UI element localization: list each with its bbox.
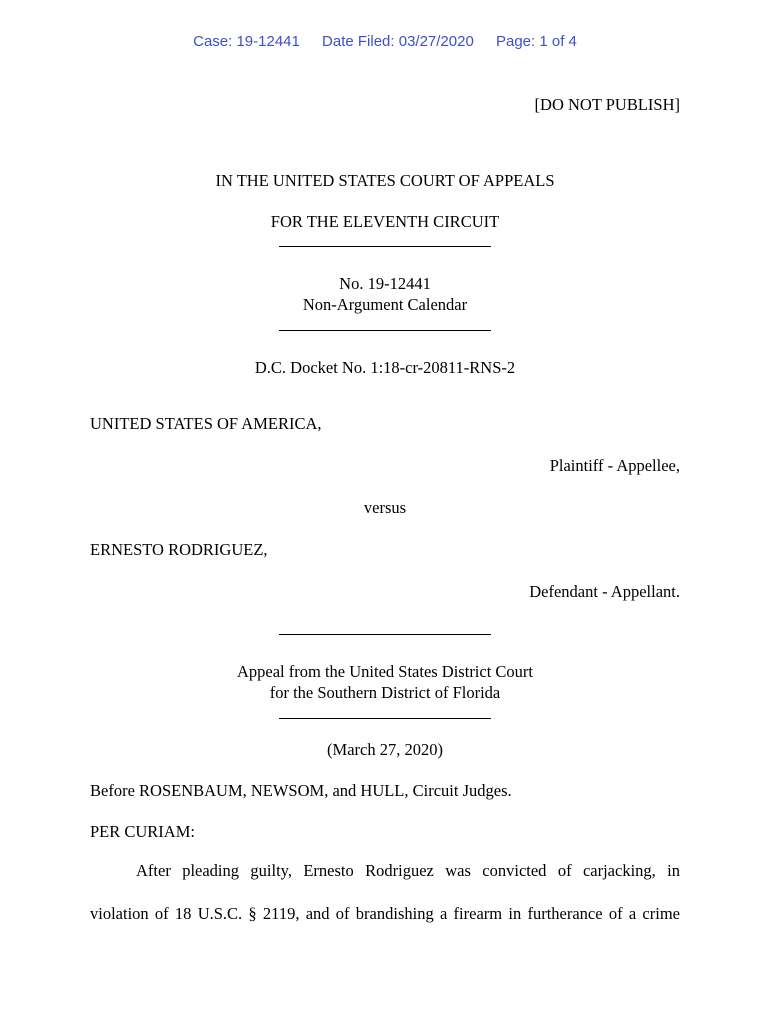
appeal-origin-line2: for the Southern District of Florida [269, 683, 501, 702]
decision-date: (March 27, 2020) [327, 740, 443, 759]
per-curiam-heading: PER CURIAM: [90, 822, 195, 841]
case-number: No. 19-12441 [339, 274, 431, 293]
divider-rule [279, 634, 491, 635]
versus-text: versus [363, 498, 407, 517]
plaintiff-name: UNITED STATES OF AMERICA, [90, 414, 322, 433]
case-header [0, 33, 770, 50]
divider-rule [279, 718, 491, 719]
publish-status: [DO NOT PUBLISH] [534, 95, 680, 114]
appeal-origin-line1: Appeal from the United States District Court [236, 662, 534, 681]
panel-judges: Before ROSENBAUM, NEWSOM, and HULL, Circuit Judges. [90, 781, 512, 800]
court-name-line1: IN THE UNITED STATES COURT OF APPEALS [215, 171, 555, 190]
court-name-line2: FOR THE ELEVENTH CIRCUIT [270, 212, 500, 231]
opinion-body-line2: violation of 18 U.S.C. § 2119, and of brandishing a firearm in furtherance of a crime [90, 904, 680, 923]
divider-rule [279, 330, 491, 331]
date-filed-header: Date Filed: 03/27/2020 [322, 33, 474, 50]
case-number-header: Case: 19-12441 [193, 33, 300, 50]
page-number-header: Page: 1 of 4 [495, 33, 577, 50]
calendar-type: Non-Argument Calendar [302, 295, 468, 314]
docket-number: D.C. Docket No. 1:18-cr-20811-RNS-2 [254, 358, 516, 377]
divider-rule [279, 246, 491, 247]
defendant-name: ERNESTO RODRIGUEZ, [90, 540, 268, 559]
opinion-body-line1: After pleading guilty, Ernesto Rodriguez was convicted of carjacking, in [136, 861, 680, 880]
plaintiff-role: Plaintiff - Appellee, [549, 456, 680, 475]
defendant-role: Defendant - Appellant. [529, 582, 680, 601]
